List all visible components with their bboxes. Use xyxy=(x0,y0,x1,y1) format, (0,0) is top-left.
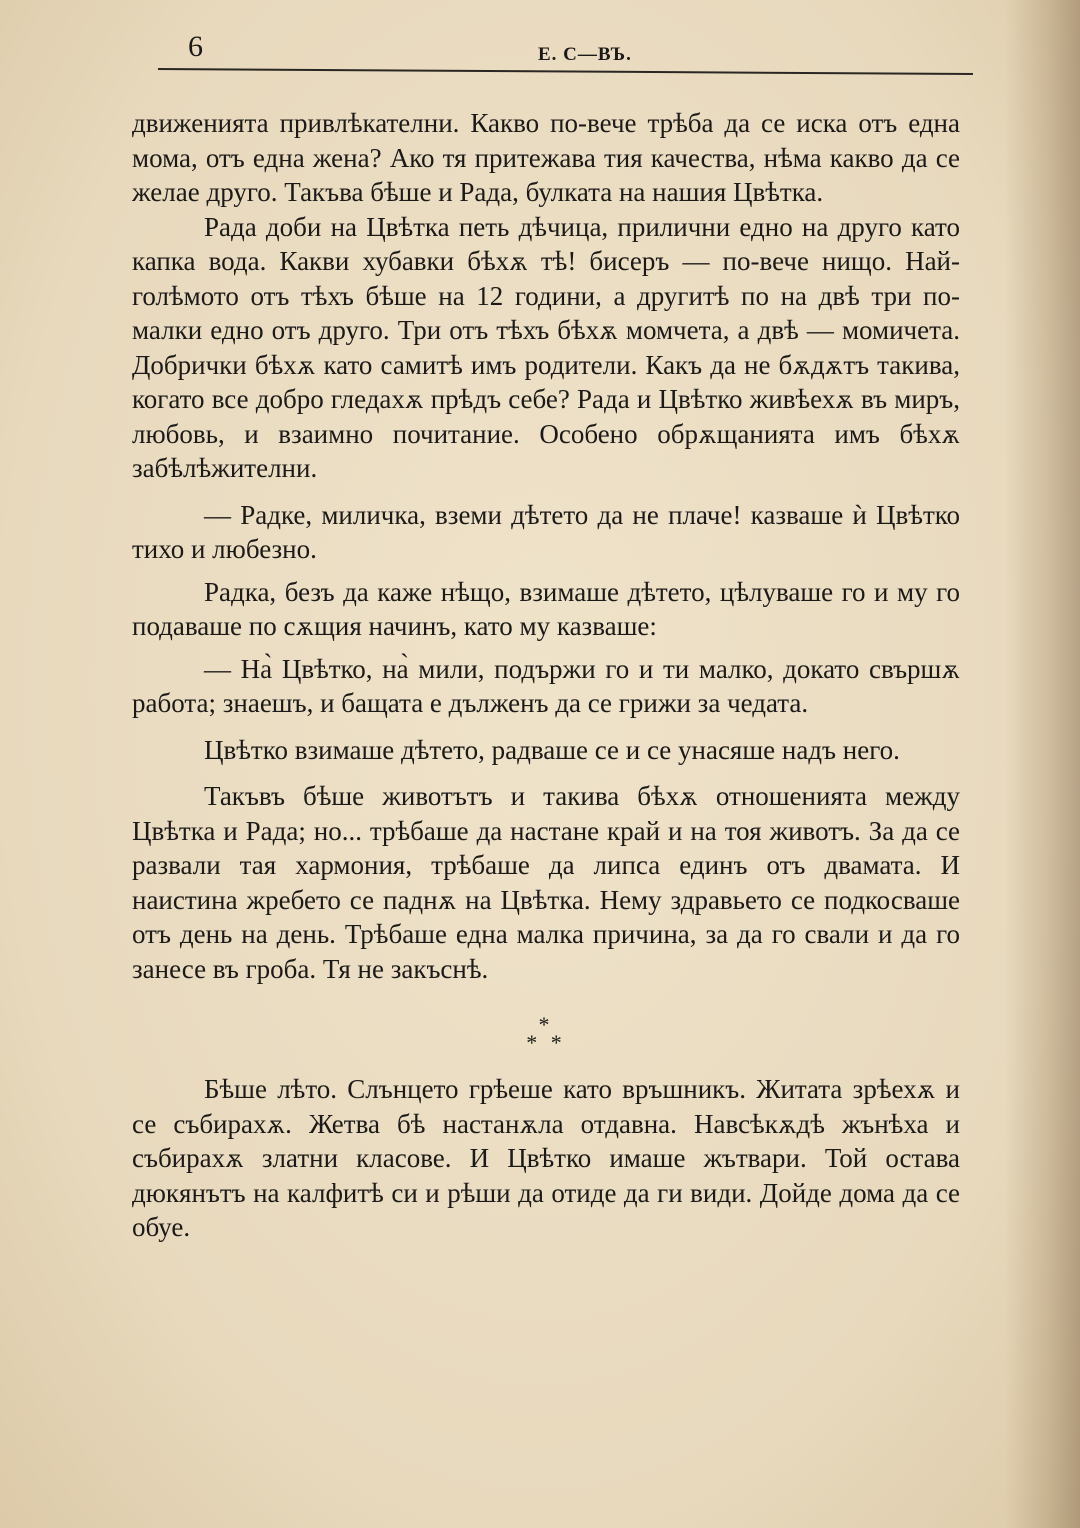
paragraph-3: — Радке, миличка, вземи дѣтето да не плаче! казваше ѝ Цвѣтко тихо и любезно. xyxy=(132,499,960,564)
running-head xyxy=(158,28,973,76)
paragraph-7: Такъвъ бѣше животътъ и такива бѣхѫ отношенията между Цвѣтка и Рада; но... трѣбаше да настане край и на тоя животъ. За да се развали тая хармония, трѣбаше да липса единъ отъ двамата. И наистина жребето се паднѫ на Цвѣтка. Нему здравьето се подкосваше отъ день на день. Трѣбаше една малка причина, за да го свали и да го занесе въ гроба. Тя не закъснѣ. xyxy=(132,781,960,984)
paragraph-2: Рада доби на Цвѣтка петь дѣчица, прилични едно на друго като капка вода. Какви хубавки бѣхѫ тѣ! бисеръ — по-вече нищо. Най-голѣмото отъ тѣхъ бѣше на 12 години, а другитѣ по на двѣ три по-малки едно отъ друго. Три отъ тѣхъ бѣхѫ момчета, а двѣ — момичета. Добрички бѣхѫ като самитѣ имъ родители. Какъ да не бѫдѫтъ такива, когато все добро гледахѫ прѣдъ себе? Рада и Цвѣтко живѣехѫ въ миръ, любовь, и взаимно почитание. Особено обрѫщанията имъ бѣхѫ забѣлѣжителни. xyxy=(132,211,960,483)
header-rule xyxy=(158,68,973,75)
paragraph-6: Цвѣтко взимаше дѣтето, радваше се и се унасяше надъ него. xyxy=(204,734,900,765)
asterism-bottom: * * xyxy=(526,1030,566,1055)
running-title: Е. С—ВЪ. xyxy=(538,44,632,65)
asterism-top: * xyxy=(538,1012,554,1037)
paragraph-5: — На̀ Цвѣтко, на̀ мили, подържи го и ти малко, докато свършѫ работа; знаешъ, и бащата е дълженъ да се грижи за чедата. xyxy=(132,653,960,718)
section-break-asterism xyxy=(132,1012,960,1055)
page-number: 6 xyxy=(188,30,203,63)
paragraph-1: движенията привлѣкателни. Какво по-вече трѣба да се иска отъ една мома, отъ една жена? Ако тя притежава тия качества, нѣма какво да се желае друго. Такъва бѣше и Рада, булката на нашия Цвѣтка. xyxy=(132,108,960,207)
paragraph-8: Бѣше лѣто. Слънцето грѣеше като връшникъ. Житата зрѣехѫ и се събирахѫ. Жетва бѣ настанѫла отдавна. Навсѣкѫдѣ жънѣха и събирахѫ златни класове. И Цвѣтко имаше жътвари. Той остава дюкянътъ на калфитѣ си и рѣши да отиде да ги види. Дойде дома да се обуе. xyxy=(132,1074,960,1242)
body-text xyxy=(132,106,960,1245)
paragraph-4: Радка, безъ да каже нѣщо, взимаше дѣтето, цѣлуваше го и му го подаваше по сѫщия начинъ, като му казваше: xyxy=(132,576,960,641)
